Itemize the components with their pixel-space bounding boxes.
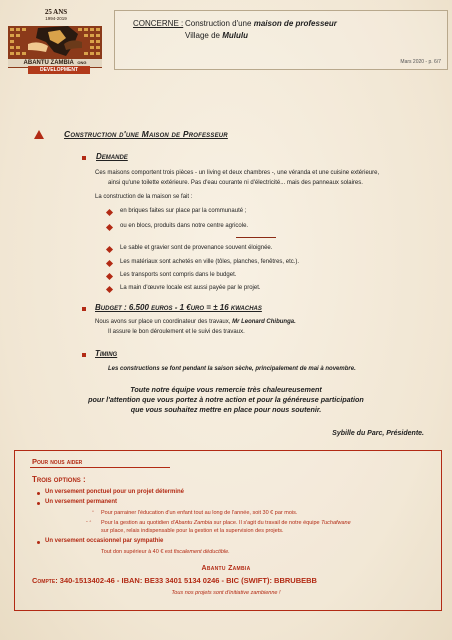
concerne-line2-prefix: Village de <box>185 31 220 40</box>
diamond-bullet-icon <box>106 224 113 231</box>
divider <box>236 237 276 238</box>
bank-org-name: Abantu Zambia <box>201 565 251 572</box>
bank-account-label: Compte <box>32 576 56 585</box>
demande-item-b1: Le sable et gravier sont de provenance souvent éloignée. <box>120 245 273 251</box>
budget-line-1-prefix: Nous avons sur place un coordinateur des travaux, <box>95 319 231 325</box>
logo-africa-hands-icon <box>8 22 102 58</box>
options-title: Trois options : <box>32 475 86 484</box>
footnote: Tous nos projets sont d'initiative zambienne ! <box>171 590 281 596</box>
option-2-sub-2-line-2: sur place, relais indispensable pour la gestion et la supervision des projets. <box>101 528 284 534</box>
option-2: Un versement permanent <box>45 499 118 505</box>
option-2-sub-2-prefix: Pour la gestion au quotidien d' <box>101 520 175 526</box>
concerne-line2 <box>185 31 248 40</box>
demande-intro-3: La construction de la maison se fait : <box>95 194 193 200</box>
diamond-bullet-icon <box>106 209 113 216</box>
demande-intro-1: Ces maisons comportent trois pièces - un living et deux chambres -, une véranda et une cuisine extérieure, <box>95 170 380 176</box>
thanks-message <box>40 385 412 415</box>
logo-range: 1994-2019 <box>45 16 67 21</box>
option-2-sub-1: Pour parrainer l'éducation d'un enfant tout au long de l'année, soit 30 € par mois. <box>101 510 298 516</box>
option-3-sub-italic: fiscalement déductible. <box>173 549 230 555</box>
sub-dash-icon: ◦ <box>92 509 94 515</box>
diamond-bullet-icon <box>106 260 113 267</box>
demande-item-b2: Les matériaux sont achetés en ville (tôles, planches, fenêtres, etc.). <box>120 259 300 265</box>
budget-line-2: Il assure le bon déroulement et le suivi des travaux. <box>108 329 245 335</box>
coordinator-name: Mr Leonard Chibunga. <box>232 319 296 325</box>
bullet-dot-icon <box>37 502 40 505</box>
logo-years: 25 ANS <box>44 8 68 16</box>
main-title: Construction d'une Maison de Professeur <box>64 129 228 139</box>
concerne-line2-bold: Mululu <box>222 31 249 40</box>
triangle-icon <box>34 130 44 139</box>
square-bullet-icon <box>82 353 86 357</box>
logo-name-suffix: ONG <box>77 60 87 65</box>
demande-item-a1: en briques faites sur place par la communauté ; <box>120 208 247 214</box>
logo-name-text: ABANTU ZAMBIA <box>23 60 74 66</box>
thanks-line-2: pour l'attention que vous portez à notre action et pour la généreuse participation <box>88 395 364 404</box>
concerne-line1-prefix: Construction d'une <box>185 19 252 28</box>
square-bullet-icon <box>82 307 86 311</box>
help-title: Pour nous aider <box>32 457 83 466</box>
option-3: Un versement occasionnel par sympathie <box>45 538 164 544</box>
thanks-line-3: que vous souhaitez mettre en place pour nous soutenir. <box>130 405 322 414</box>
budget-title: Budget : 6.500 euros - 1 €uro = ± 16 kwachas <box>95 303 262 312</box>
diamond-bullet-icon <box>106 286 113 293</box>
option-3-sub <box>101 548 230 556</box>
bullet-dot-icon <box>37 492 40 495</box>
page-ref: Mars 2020 - p. 6/7 <box>400 59 441 65</box>
diamond-bullet-icon <box>106 246 113 253</box>
demande-item-a2: ou en blocs, produits dans notre centre agricole. <box>120 223 249 229</box>
demande-intro-2: ainsi qu'une toilette extérieure. Pas d'eau courante ni d'électricité... mais des panneaux solaires. <box>108 180 363 186</box>
timing-text: Les constructions se font pendant la saison sèche, principalement de mai à novembre. <box>108 366 356 372</box>
option-3-sub-prefix: Tout don supérieur à 40 € est <box>101 549 173 555</box>
org-name: Abantu Zambia <box>174 520 213 526</box>
option-1: Un versement ponctuel pour un projet déterminé <box>45 489 185 495</box>
bank-account: : 340-1513402-46 - IBAN: BE33 3401 5134 0246 - BIC (SWIFT): BBRUBEBB <box>55 576 317 585</box>
bank-details <box>32 576 432 585</box>
thanks-line-1: Toute notre équipe vous remercie très chaleureusement <box>130 385 322 394</box>
signature: Sybille du Parc, Présidente. <box>332 430 424 437</box>
sub-dash-icon: - ◦ <box>86 519 92 525</box>
timing-title: Timing <box>95 349 118 358</box>
demande-title: Demande <box>96 152 128 161</box>
bullet-dot-icon <box>37 541 40 544</box>
abantu-logo <box>6 8 104 74</box>
help-divider <box>30 467 170 468</box>
concerne-label: CONCERNE : <box>133 19 184 28</box>
budget-line-1 <box>95 318 296 327</box>
demande-item-b4: La main d'œuvre locale est aussi payée par le projet. <box>120 285 261 291</box>
square-bullet-icon <box>82 156 86 160</box>
option-2-sub-2-mid: sur place. Il s'agit du travail de notre équipe <box>213 520 320 526</box>
header-box <box>114 10 448 70</box>
concerne-line1-bold: maison de professeur <box>253 19 337 28</box>
demande-item-b3: Les transports sont compris dans le budget. <box>120 272 237 278</box>
diamond-bullet-icon <box>106 273 113 280</box>
option-2-sub-2 <box>101 519 431 527</box>
team-name: Tuchafwane <box>321 520 351 526</box>
main-title-row <box>34 129 414 141</box>
concerne-line1 <box>185 19 337 28</box>
logo-tag: DEVELOPMENT <box>28 66 90 74</box>
